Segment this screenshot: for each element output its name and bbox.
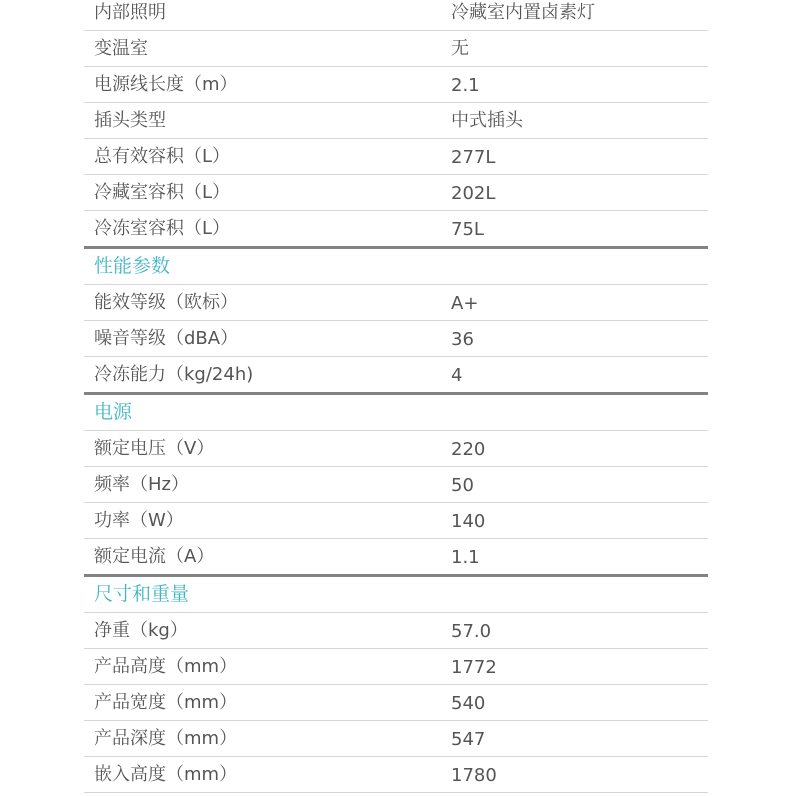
spec-label: 内部照明 <box>94 2 166 23</box>
spec-value: 中式插头 <box>451 110 523 131</box>
spec-row <box>84 539 708 577</box>
spec-table <box>84 0 708 793</box>
spec-value: 140 <box>451 511 486 532</box>
spec-row <box>84 431 708 467</box>
spec-value: 4 <box>451 365 463 386</box>
spec-value: 547 <box>451 729 486 750</box>
spec-label: 净重（kg） <box>94 620 188 641</box>
spec-label: 产品高度（mm） <box>94 656 238 677</box>
spec-row <box>84 503 708 539</box>
spec-row <box>84 721 708 757</box>
spec-value: 1.1 <box>451 547 480 568</box>
spec-label: 冷冻室容积（L） <box>94 218 231 239</box>
spec-label: 产品宽度（mm） <box>94 692 238 713</box>
spec-label: 冷冻能力（kg/24h) <box>94 364 254 385</box>
spec-value: 1780 <box>451 765 497 786</box>
spec-row <box>84 31 708 67</box>
spec-row <box>84 285 708 321</box>
spec-row <box>84 0 708 31</box>
spec-row <box>84 321 708 357</box>
spec-label: 频率（Hz） <box>94 474 189 495</box>
spec-value: 202L <box>451 183 496 204</box>
spec-value: 36 <box>451 329 474 350</box>
spec-label: 电源线长度（m） <box>94 74 238 95</box>
spec-row <box>84 103 708 139</box>
spec-row <box>84 211 708 249</box>
spec-label: 变温室 <box>94 38 148 59</box>
spec-label: 插头类型 <box>94 110 166 131</box>
section-title: 性能参数 <box>94 255 171 277</box>
spec-label: 额定电压（V） <box>94 438 215 459</box>
spec-row <box>84 467 708 503</box>
spec-row <box>84 757 708 793</box>
spec-label: 产品深度（mm） <box>94 728 238 749</box>
spec-row <box>84 357 708 395</box>
spec-value: 冷藏室内置卤素灯 <box>451 2 595 23</box>
section-header-power <box>84 395 708 431</box>
spec-value: 1772 <box>451 657 497 678</box>
section-header-dimensions <box>84 577 708 613</box>
spec-value: 277L <box>451 147 496 168</box>
spec-label: 冷藏室容积（L） <box>94 182 231 203</box>
spec-label: 总有效容积（L） <box>94 146 231 167</box>
section-title: 电源 <box>94 401 133 423</box>
spec-value: 57.0 <box>451 621 492 642</box>
spec-label: 额定电流（A） <box>94 546 215 567</box>
spec-value: 无 <box>451 38 469 59</box>
spec-row <box>84 139 708 175</box>
spec-label: 功率（W） <box>94 510 184 531</box>
spec-label: 能效等级（欧标） <box>94 292 238 313</box>
spec-row <box>84 685 708 721</box>
spec-row <box>84 613 708 649</box>
spec-value: 220 <box>451 439 486 460</box>
spec-row <box>84 175 708 211</box>
spec-label: 噪音等级（dBA） <box>94 328 239 349</box>
spec-row <box>84 67 708 103</box>
spec-label: 嵌入高度（mm） <box>94 764 238 785</box>
spec-value: 50 <box>451 475 474 496</box>
spec-value: 2.1 <box>451 75 480 96</box>
section-title: 尺寸和重量 <box>94 583 190 605</box>
spec-value: 75L <box>451 219 484 240</box>
spec-row <box>84 649 708 685</box>
spec-value: A+ <box>451 293 479 314</box>
spec-value: 540 <box>451 693 486 714</box>
section-header-performance <box>84 249 708 285</box>
